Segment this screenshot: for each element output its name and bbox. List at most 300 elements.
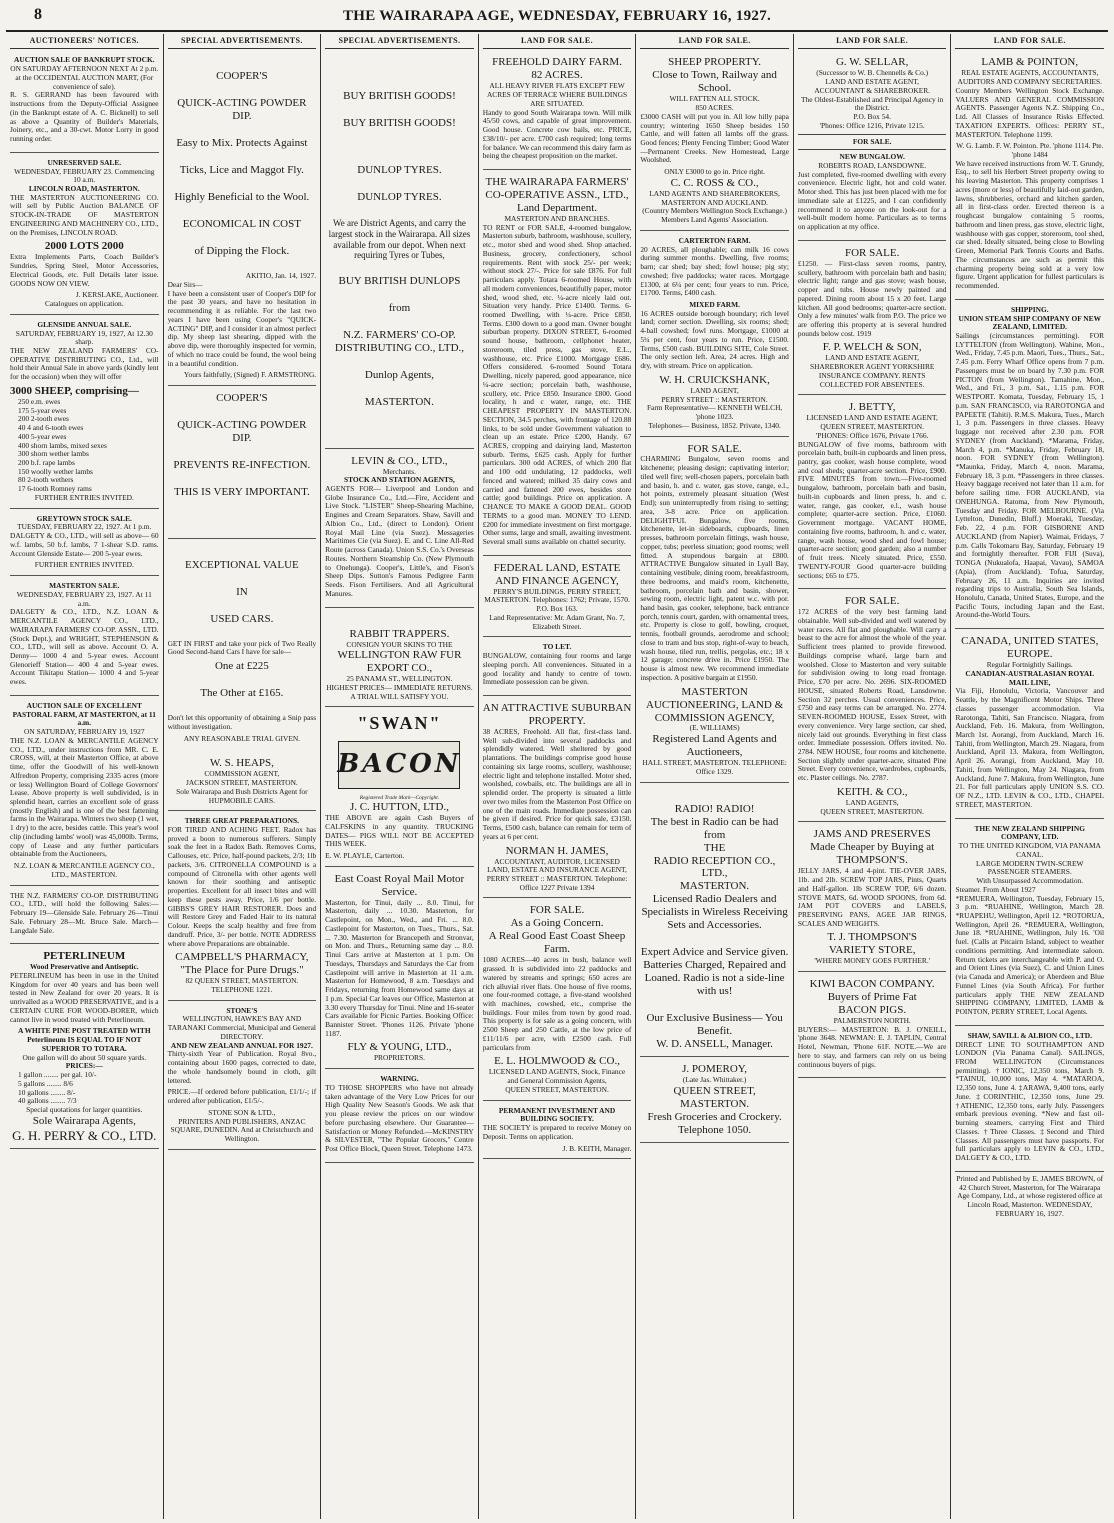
ad-mix: Easy to Mix. Protects Against: [176, 137, 308, 150]
ad-signature: J. B. KEITH, Manager.: [562, 1143, 632, 1153]
ad-title: J. BETTY,: [848, 401, 896, 414]
ad-role: LAND AND ESTATE AGENT,: [825, 77, 920, 87]
ad-box: P.O. Box 54.: [853, 112, 891, 122]
ad-body: THE ABOVE are again Cash Buyers of CALFSKINS in any quantity. TRUCKING DATES— PIGS WILL NOT BE ACCEPTED THIS WEEK.: [325, 813, 474, 849]
ad-close: Close to Town, Railway and School.: [652, 69, 777, 95]
column-special-2: [321, 34, 479, 1519]
ad-hutton: J. C. HUTTON, LTD.,: [349, 801, 449, 814]
ad-federal-land: [483, 559, 632, 638]
ad-prevents: PREVENTS RE-INFECTION.: [173, 458, 311, 471]
ad-date: WEDNESDAY, FEBRUARY 23. Commencing 10 a.m.: [14, 166, 155, 185]
ad-large: LARGE MODERN TWIN-SCREW PASSENGER STEAMERS.: [976, 858, 1084, 877]
ad-levin: [325, 452, 474, 608]
ad-tel: Telephones— Business, 1852. Private, 1340.: [648, 420, 781, 430]
ad-only: ONLY £3000 to go in. Price right.: [664, 167, 765, 177]
columns: [6, 34, 1108, 1519]
ad-rabbit-trappers: [325, 611, 474, 708]
ad-building-society: [483, 1104, 632, 1160]
ad-annual: AND NEW ZEALAND ANNUAL FOR 1927.: [170, 1040, 313, 1050]
ad-car-one: One at £225: [214, 660, 269, 673]
ad-going: As a Going Concern.: [510, 917, 604, 930]
ad-body: £1250. — First-class seven rooms, pantry, scullery, bathroom with porcelain bath and basin; electric light; range and gas stove; wash house, copper and tubs. House newly painted and papered. Dining room about 15 x 20 feet. Large kitchen. All good bedrooms; quarter-acre section. Only a few minutes' walk from P.O. The price we are offering this property at is several hundred pounds below cost. 1919: [797, 258, 947, 338]
ad-company: RADIO RECEPTION CO., LTD.,: [653, 854, 776, 880]
stock-list: [10, 398, 159, 494]
list-item: 1 gallon ........ per gal. 10/-: [18, 1070, 97, 1080]
ad-title: SHEEP PROPERTY.: [668, 56, 762, 69]
ad-cruickshank: W. H. CRUICKSHANK,: [659, 373, 770, 386]
ad-person: (E. WILLIAMS): [689, 723, 740, 733]
ad-title: FOR SALE.: [529, 904, 585, 917]
ad-nzf-sales: [10, 889, 159, 945]
ad-body: FOR TIRED AND ACHING FEET. Radox has proved a boon to numerous sufferers. Simply soak the feet in a Radox Bath. Removes Corns, Callouses, etc. Price, half-pound packets, 2/3; 1lb packets, 3/6. CITRONELLA COMPOUND is a compound of Citronella with other agents well known for their soothing and antiseptic properties. Excellent for all insect bites and will keep these pests away. Price, 1/6 per bottle. GIBBS'S GREY HAIR RESTORER. Does and will Restore Grey and Faded Hair to its natural Colour. Keeps the scalp healthy and free from dandruff. Price, 3/- per bottle. NOTE ADDRESS where above Preparations are obtainable.: [167, 825, 317, 948]
ad-title: RADIO! RADIO!: [674, 802, 755, 815]
ad-swan-bacon: [325, 710, 474, 866]
ad-mac: MASTERTON AUCTIONEERING, LAND & COMMISSION AGENCY,: [646, 685, 784, 724]
ad-role: Registered Land Agents and Auctioneers,: [652, 733, 777, 759]
ad-title: UNRESERVED SALE.: [47, 157, 122, 167]
ad-town: MASTERTON.: [364, 395, 434, 408]
ad-body: *REMUERA, Wellington, Tuesday, February 15, 3 p.m. *RUAHINE, Wellington, March 28. *RUAPEHU, Wellington, April 12. *ROTORUA, Wellington, April 26. *REMUERA, Wellington, June 18. *RUAHINE, Wellington, July 16. 'Oil fuel. (Calls at Pitcairn Island, subject to weather conditions permitting. And intermediate saloon. Return tickets are interchangeable with P. and O. and Orient Lines (via Suez), C. and Union Lines (via Canada and America); or Aberdeen and Blue Funnel Lines (via South Africa). For further particulars apply THE NEW ZEALAND SHIPPING COMPANY, LIMITED, LAMB & POINTON, PERRY STREET, Local Agents.: [955, 893, 1105, 1017]
ad-body: 20 ACRES, all ploughable; can milk 16 cows during summer months. Dwelling, five rooms; barn; car shed; bay shed; fowl house; pig sty; cowshed; five paddocks; water races. Mortgage £1300, at 6¼ per cent; four years to run. Price, £1700. Terms, £400 cash.: [640, 244, 789, 298]
letter-signature: Yours faithfully, (Signed) F. ARMSTRONG.: [183, 370, 317, 380]
list-item: 5 gallons ........ 8/6: [18, 1078, 73, 1088]
section-title: SHIPPING.: [1010, 304, 1049, 314]
ad-manager: W. D. ANSELL, Manager.: [656, 1038, 773, 1051]
ad-signature: J. KERSLAKE, Auctioneer.: [75, 290, 159, 300]
column-land-2: [636, 34, 794, 1519]
ad-title: East Coast Royal Mail Motor Service.: [334, 872, 465, 898]
ad-sellar: [798, 53, 947, 240]
ad-pine: A WHITE PINE POST TREATED WITH Peterlineum IS EQUAL TO IF NOT SUPERIOR TO TOTARA.: [17, 1026, 151, 1053]
list-item: 300 shorn wether lambs: [18, 449, 89, 459]
ad-suburban-property: [483, 699, 632, 898]
ad-items: Extra Implements Parts, Coach Builder's Sundries, Spring Steel, Motor Accessories, Electrical Goods, etc. Full Details later issue. GOODS NOW ON VIEW.: [10, 252, 159, 288]
ad-regular: Regular Fortnightly Sailings.: [986, 660, 1073, 670]
ad-body: THE SOCIETY is prepared to receive Money on Deposit. Terms on application.: [482, 1123, 632, 1141]
ad-perry: G. H. PERRY & CO., LTD.: [12, 1127, 157, 1143]
ad-masterton-sale: [10, 579, 159, 696]
ad-title: COOPER'S: [216, 70, 268, 83]
ad-addr: QUEEN STREET, MASTERTON.: [673, 1084, 756, 1110]
ad-dunlop-tyres: DUNLOP TYRES.: [357, 164, 442, 177]
column-header: LAND FOR SALE.: [955, 34, 1104, 49]
price-list: [10, 1071, 159, 1106]
ad-title: FOR SALE.: [687, 442, 742, 455]
ad-addr: QUEEN STREET, MASTERTON.: [505, 1084, 609, 1094]
ad-further: FURTHER ENTRIES INVITED.: [34, 560, 134, 570]
ad-addr: PERRY'S BUILDINGS, PERRY STREET, MASTERTON. Telephones: 1762; Private, 1570. P.O. Box 163.: [484, 586, 630, 614]
ad-signature: STONE SON & LTD.,: [208, 1107, 276, 1117]
ad-greytown-sale: [10, 512, 159, 576]
ad-oldest: The Oldest-Established and Principal Agency in the District.: [801, 94, 944, 113]
swan-bacon-logo: [338, 741, 460, 789]
ad-dunlop-agents: Dunlop Agents,: [364, 368, 434, 381]
column-land-1: [479, 34, 637, 1519]
ad-title: THE WAIRARAPA FARMERS' CO-OPERATIVE ASSN., LTD.,: [485, 175, 629, 201]
ad-coopers-dip-2: [168, 389, 317, 539]
ad-successor: (Successor to W. B. Chennells & Co.): [816, 68, 929, 78]
ad-title: CANADA, UNITED STATES, EUROPE.: [961, 635, 1099, 661]
ad-title: FOR SALE.: [844, 595, 900, 608]
ad-date: SATURDAY, FEBRUARY 19, 1927, At 12.30 sharp.: [15, 328, 153, 347]
ad-addr: 25 PANAMA ST., WELLINGTON.: [346, 674, 453, 684]
ad-company: WELLINGTON RAW FUR EXPORT CO.,: [337, 649, 462, 675]
ad-consign: CONSIGN YOUR SKINS TO THE: [346, 639, 453, 649]
ad-title: LAMB & POINTON,: [981, 56, 1079, 69]
masthead: [6, 0, 1108, 32]
ad-betty: [798, 398, 947, 589]
ad-title: THE NEW ZEALAND SHIPPING COMPANY, LTD.: [974, 823, 1086, 842]
ad-agents: Sole Wairarapa Agents,: [32, 1114, 136, 1127]
ad-title: AUCTION SALE OF EXCELLENT PASTORAL FARM, AT MASTERTON, at 11 a.m.: [12, 700, 156, 728]
ad-printers: PRINTERS AND PUBLISHERS, ANZAC SQUARE, DUNEDIN. And at Christchurch and Wellington.: [170, 1116, 314, 1143]
ad-heaps-body: Sole Wairarapa and Bush Districts Agent for HUPMOBILE CARS.: [176, 786, 308, 805]
newspaper-title: THE WAIRARAPA AGE, WEDNESDAY, FEBRUARY 16, 1927.: [342, 8, 772, 24]
list-item: 10 gallons ........ 8/-: [18, 1087, 76, 1097]
column-land-3: [794, 34, 952, 1519]
ad-where: 'WHERE MONEY GOES FURTHER.': [814, 956, 931, 966]
ad-acres: 82 ACRES.: [531, 69, 583, 82]
ad-to-let: [483, 640, 632, 696]
ad-slogan: "The Place for Pure Drugs.": [180, 964, 304, 977]
ad-buyers: Buyers of Prime Fat: [827, 991, 917, 1004]
ad-listing: We have received instructions from W. T. Grundy, Esq., to sell his Herbert Street property owing to his leaving Masterton. This property comprises 1 acres (more or less) of beautifully laid-out garden, lawns, shrubberies, orchard and kitchen garden, all in first-class order. Erected thereon is a roughcast bungalow containing 5 rooms, bathroom and linen press, gas stove, electric light, washhouse with gas copper, storeroom, tool shed, car shed. Ideally situated, being close to Bowling Green, Memorial Park Tennis Courts and Baths. The circumstances are such as permit this charming property being sold at a very low figure. Urgent application for fullest particulars is recommended.: [955, 158, 1105, 291]
ad-body: 172 ACRES of the very best farming land obtainable. Well sub-divided and well watered by water races. All flat and ploughable. Will carry a beast to the acre for almost the whole of the year. Sufficient trees planted to provide firewood. Buildings comprise wharé, large barn and woolshed. Close to Masterton and very suitable for subdivision owing to long road frontage. Price, £70 per acre. No. 2696. SIX-ROOMED HOUSE, situated Roberts Road, Lansdowne. Section 32 perches. Usual conveniences. Price, £750 and easy terms can be arranged. No. 2774. SEVEN-ROOMED HOUSE, Essex Street, with every convenience. Very large section, car shed, nicely laid out grounds. Everything in first class order. Immediate possession. Offers invited. No. 2784. NEW HOUSE, four rooms and kitchenette. Section slightly under quarter-acre, situated Pine Street. Every convenience, wardrobes, cupboards, etc. Plaster ceilings. No. 2787.: [797, 607, 947, 783]
ad-addr: 82 QUEEN STREET, MASTERTON. TELEPHONE 1221.: [185, 976, 299, 994]
list-item: 400 5-year ewes: [18, 431, 67, 441]
ad-mixed-title: MIXED FARM.: [689, 300, 740, 309]
ad-pastoral-farm: [10, 699, 159, 886]
ad-route: TO THE UNITED KINGDOM, VIA PANAMA CANAL.: [958, 841, 1101, 859]
ad-union-steam: UNION STEAM SHIP COMPANY OF NEW ZEALAND, LIMITED.: [958, 313, 1101, 332]
ad-body: THE MASTERTON AUCTIONEERING CO. will sell by Public Auction BALANCE OF STOCK-IN-TRADE OF MASTERTON ENGINEERING AND MACHINERY CO., LTD., on the Premises, LINCOLN ROAD.: [10, 192, 159, 237]
ad-product: QUICK-ACTING POWDER DIP.: [177, 418, 307, 444]
ad-coopers-dip: [168, 53, 317, 386]
page-number: 8: [34, 6, 42, 23]
list-item: 175 5-year ewes: [18, 405, 67, 415]
ad-wool: Highly Beneficial to the Wool.: [174, 191, 310, 204]
column-header: AUCTIONEERS' NOTICES.: [10, 34, 159, 49]
ad-role: REAL ESTATE AGENTS, ACCOUNTANTS, AUDITORS AND COMPANY SECRETARIES.: [957, 68, 1103, 87]
ad-title: J. POMEROY,: [682, 1063, 748, 1076]
ad-holmwood: E. L. HOLMWOOD & CO.,: [494, 1055, 620, 1068]
ad-body: THE NEW ZEALAND FARMERS' CO-OPERATIVE DISTRIBUTING CO., Ltd., will hold their Annual Sale in above yards (kindly lent for the occasion) when they will offer: [10, 345, 159, 382]
column-header: LAND FOR SALE.: [640, 34, 789, 49]
logo-text: BACON: [337, 749, 462, 780]
ad-kiwi-bacon: [798, 975, 947, 1078]
imprint: Printed and Published by E. JAMES BROWN, of 42 Church Street, Masterton, for The Wairarapa Age Company, Ltd., at whose registered office at Lincoln Road, Masterton. WEDNESDAY, FEBRUARY 16, 1927.: [956, 1173, 1104, 1218]
ad-title: EXCEPTIONAL VALUE: [184, 558, 299, 571]
ad-mixed-body: 16 ACRES outside borough boundary; rich level land; corner section. Dwelling, six rooms; shed; 4-ball cowshed; fowl runs. Mortgage, £1000 at 5¼ per cent, four years to run. Price, £1500. Terms, £500 cash. BUILDING SITE, Cole Street. The only section left. Area, 24 acres. High and dry, with stream. Price on application.: [640, 308, 789, 371]
ad-title: PETERLINEUM: [43, 950, 126, 963]
ad-goods: Fresh Groceries and Crockery.: [647, 1110, 782, 1123]
column-land-4: [951, 34, 1108, 1519]
ad-for-sale-bungalows: [640, 440, 789, 783]
ad-buy-british-2: BUY BRITISH GOODS!: [343, 117, 456, 130]
ad-peterlineum: [10, 947, 159, 1149]
ad-place: at the OCCIDENTAL AUCTION MART, (For convenience of sale).: [15, 72, 154, 91]
letter-body: I have been a consistent user of Cooper's DIP for the past 30 years, and have no hesitation in recommending it as reliable. For the last two years I have been using Cooper's "QUICK-ACTING" DIP, and I consider it an almost perfect dip. My sheep last shearing, dipped with the above dip, were thoroughly inspected for vermin, of which no trace could be found, the wool being in a beautiful condition.: [167, 288, 317, 368]
ad-role: LICENSED LAND AGENTS, Stock, Finance and General Commission Agents,: [488, 1067, 626, 1086]
ad-pigs: BACON PIGS.: [838, 1004, 907, 1017]
ad-best: The best in Radio can be had from: [650, 815, 779, 841]
ad-date: ON SATURDAY AFTERNOON NEXT At 2 p.m.: [10, 64, 159, 74]
column-header: SPECIAL ADVERTISEMENTS.: [325, 34, 474, 49]
ad-wairarapa-farmers: [483, 173, 632, 556]
ad-date: WEDNESDAY, FEBRUARY 23, 1927. At 11 a.m.: [16, 589, 152, 608]
ad-addr: MASTERTON AND AUCKLAND.: [661, 197, 768, 207]
ad-bankrupt-stock: [10, 53, 159, 152]
ad-farm: A Real Good East Coast Sheep Farm.: [488, 930, 626, 956]
ad-trial: A TRIAL WILL SATISFY YOU.: [350, 691, 449, 701]
ad-body: DIRECT LINE TO SOUTHAMPTON AND LONDON (Via Panama Canal). SAILINGS, FROM WELLINGTON (Circumstances permitting). †IONIC, 12,350 tons, March 9. *TAINUI, 10,000 tons, May 4. *MATAROA, 12,350 tons, June 4. ‡ARAWA, 9,400 tons, early June. ‡CORINTHIC, 12,350 tons, June 29. †ATHENIC, 12,350 tons, early July. Passengers embark previous evening. *New and fast oil-burning steamers, carrying First and Third Classes. †Three Classes. ‡Second and Third Classes. All passengers must have passports. For full particulars apply to LEVIN & CO., LTD., DALGETY & CO., LTD.: [955, 1039, 1105, 1163]
ad-licensed: Licensed Radio Dealers and Specialists in Wireless Receiving Sets and Accessories.: [641, 893, 788, 932]
ad-signature: N.Z. LOAN & MERCANTILE AGENCY CO., LTD., MASTERTON.: [13, 861, 155, 879]
ad-canada: [955, 632, 1104, 818]
ad-role: LAND AGENTS AND SHAREBROKERS,: [649, 188, 780, 198]
ad-product: QUICK-ACTING POWDER DIP.: [177, 97, 307, 123]
ad-date: TUESDAY, FEBRUARY 22, 1927. At 1 p.m.: [17, 522, 152, 532]
ad-title: RABBIT TRAPPERS.: [349, 627, 450, 640]
ad-body: THE N.Z. FARMERS' CO-OP. DISTRIBUTING CO., LTD., will hold the following Sales:— February 19—Glenside Sale. February 26—Tinui Sale. February 28—Mt. Bruce Sale. March—Langdale Sale.: [10, 890, 159, 935]
ad-ticks: Ticks, Lice and Maggot Fly.: [179, 164, 304, 177]
ad-warning: [325, 1072, 474, 1163]
ad-east-coast-mail: [325, 870, 474, 1069]
ad-title: FREEHOLD DAIRY FARM.: [492, 56, 622, 69]
ad-title: PERMANENT INVESTMENT AND BUILDING SOCIETY.: [498, 1105, 616, 1124]
prices-title: PRICES:—: [65, 1061, 103, 1071]
ad-body: We are District Agents, and carry the largest stock in the Wairarapa. All sizes available from our depot. When next requiring Tyres or Tubes,: [328, 218, 471, 261]
ad-lamb-pointon: [955, 53, 1104, 299]
ad-sheep: 3000 SHEEP, comprising—: [10, 384, 139, 397]
ad-town: PALMERSTON NORTH.: [833, 1016, 911, 1026]
ad-role: LAND AGENT,: [690, 385, 739, 395]
ad-title: FOR SALE.: [844, 246, 900, 259]
ad-buy-dunlops: BUY BRITISH DUNLOPS: [338, 274, 461, 287]
list-item: 150 woolly wether lambs: [18, 466, 93, 476]
ad-subtitle: Wood Preservative and Antiseptic.: [29, 962, 139, 972]
ad-phones: 'PHONES: Office 1676, Private 1766.: [815, 430, 929, 440]
ad-body: JELLY JARS, 4 and 4-pint. TIE-OVER JARS, 1lb. and 2lb. SCREW TOP JARS, Pints, Quarts and Half-gallon. 1lb SCREW TOP, 6/6 dozen. STOVE MATS, 6d. WOOD SPOONS, from 6d. JAM POT COVERS and LABELS, PRESERVING PANS, AGEE JAR RINGS, SCALES AND WEIGHTS.: [797, 866, 947, 928]
ad-nzf: N.Z. FARMERS' CO-OP. DISTRIBUTING CO., LTD.,: [334, 328, 465, 354]
column-header: LAND FOR SALE.: [483, 34, 632, 49]
ad-title: LEVIN & CO., LTD.,: [351, 454, 448, 467]
ad-used-cars: [168, 542, 317, 811]
ad-body: AGENTS FOR— Liverpool and London and Globe Insurance Co., Ltd.—Fire, Accident and Live Stock. "LISTER" Sheep-Shearing Machine, Engines and Cream Separators. Shaw, Savill and Albion Co., Ltd., (direct to London). Orient Royal Mail Line (via Suez). Messageries Maritimes Cie (via Suez). E. and C. Line All-Red Route (across Canada). Union S.S. Co.'s Overseas Routes. Northern Steamship Co. (New Plymouth to Onehunga). Cooper's, Little's, and Fison's Sheep Dips. Sutton's Famous Pedigree Farm Seeds. Fison Fertilisers. And all Agricultural Manures.: [325, 484, 474, 598]
ad-body: Country Members Wellington Stock Exchange. VALUERS AND GENERAL COMMISSION AGENTS. Passenger Agents N.Z. Shipping Co., Ltd. All Classes of Insurance Risks Effected. TAXATION EXPERTS. Offices: PERRY ST., MASTERTON. Telephone 1199.: [955, 85, 1105, 139]
ad-addr: PERRY STREET :: MASTERTON. Telephone: Office 1227 Private 1394: [486, 874, 628, 892]
ad-role: ACCOUNTANT, AUDITOR, LICENSED LAND, ESTATE AND INSURANCE AGENT,: [487, 856, 627, 875]
ad-title: GREYTOWN STOCK SALE.: [36, 513, 132, 523]
ad-service: Our Exclusive Business— You Benefit.: [646, 1012, 783, 1038]
letter-salute: Dear Sirs—: [167, 279, 203, 289]
ad-welch: F. P. WELCH & SON,: [822, 341, 922, 354]
ad-acres: 850 ACRES.: [695, 103, 734, 113]
ad-body: CHARMING Bungalow, seven rooms and kitchenette; pleasing design; captivating interior; tiled well fire; well-chosen papers, porcelain bath and basin, h. and c. water, gas stove, range, e.l., hot points, extremely pleasant situation (West End); sun uninterruptedly from rising to setting; area, 3-8 acre. Price on application. DELIGHTFUL Bungalow, five rooms, kitchenette, let-in sideboards, cupboards, linen presses, bathroom porcelain fittings, wash house, copper, tubs; peerless situation; good rooms; well fitted. A stupendous bargain at £800. ATTRACTIVE Bungalow situated in Lyall Bay, containing vestibule, dining room, breakfastroom, three bedrooms, and maid's room, kitchenette, bathroom, porcelain bath and basin, shower, sewing room, electric light, patent w.c. with por. hand basin, gas cooker, telephone, back entrance porch, tennis court, garden, with ornamental trees, etc. Property is close to golf, bowling, croquet, tennis, football grounds, aerodrome and school; close to tram and bus stop, right-of-way to beach, wash house, tiled run, trellis, pergolas, etc.; 18 x 12 garage; concrete drive in. Price £1950. The house is almost new. We recommend immediate inspection. A positive bargain at £1950.: [640, 454, 789, 682]
ad-body: BUNGALOW of five rooms, bathroom with porcelain bath, built-in cupboards and linen press, pantry, gas cooker, wash house complete, wood and coal sheds; quarter-acre section. Price, £900. FIVE MINUTES from town.—Five-roomed bungalow, bathroom, porcelain bath and basin, built-in cupboards and linen press, h. and c. water, range, gas cooker, e.l., wash house complete; quarter-acre section. Price, £1060. Government mortgage. VACANT HOME, containing five rooms, bathroom, h. and c. water, range, wash house, wood shed and fowl house; quarter-acre section; good garden; also a number of fruit trees. Nicely situated. Price, £550. TWENTY-FOUR Good quarter-acre building sections; £65 to £75.: [797, 439, 947, 580]
ad-branch: MASTERTON AND BRANCHES.: [504, 213, 610, 223]
ad-role: Merchants.: [382, 466, 416, 476]
column-auctioneers: [6, 34, 164, 1519]
ad-stones-directory: [168, 1004, 317, 1150]
ad-freehold-dairy: [483, 53, 632, 170]
ad-rep: Farm Representative— KENNETH WELCH, 'phone 1023.: [646, 403, 783, 422]
ad-special: Special quotations for larger quantities.: [26, 1104, 143, 1114]
ad-canadian-line: CANADIAN-AUSTRALASIAN ROYAL MAIL LINE,: [965, 668, 1095, 687]
ad-ross: C. C. ROSS & CO.,: [670, 176, 759, 189]
list-item: 200 2-tooth ewes: [18, 414, 69, 424]
list-item: 250 e.m. ewes: [18, 396, 61, 406]
ad-prices: HIGHEST PRICES— IMMEDIATE RETURNS.: [326, 682, 473, 692]
ad-in: IN: [236, 585, 248, 598]
ad-title: AN ATTRACTIVE SUBURBAN PROPERTY.: [482, 702, 632, 728]
ad-catalogues: Catalogues on application.: [44, 299, 124, 309]
ad-body: Via Fiji, Honolulu, Victoria, Vancouver and Seattle, by the Magnificent Motor Ships. Three classes passenger accommodation. Via Rarotonga, Tahiti, San Francisco. Niagara, from Auckland, Feb. 16. Makura, from Wellington, March 1st. Aorangi, from Auckland, March 16. Tahiti, from Wellington, March 29. Niagara, from Auckland, April 13. Makura, from Wellington, April 26. Aorangi, from Auckland, May 10. Tahiti, from Wellington, May 24. Niagara, from Auckland, June 7. Makura, from Wellington, June 21. For full particulars apply UNION S.S. CO. OF N.Z., LTD. LEVIN & CO., LTD., CHAPEL STREET, MASTERTON.: [955, 686, 1105, 809]
swan-word: "SWAN": [357, 713, 442, 734]
ad-campbell: CAMPBELL'S PHARMACY,: [175, 951, 309, 964]
ad-body: BUNGALOW, containing four rooms and large sleeping porch. All conveniences. Situated in a good locality and handy to centre of town. Immediate possession can be given.: [482, 651, 632, 687]
ad-sub: Made Cheaper by Buying at THOMPSON'S.: [810, 841, 935, 867]
ad-title: THREE GREAT PREPARATIONS.: [184, 816, 299, 826]
ad-new-bungalow: NEW BUNGALOW.: [839, 152, 905, 162]
ad-title: COOPER'S: [216, 392, 268, 404]
ad-title: KIWI BACON COMPANY.: [809, 978, 935, 991]
ad-signature: E. W. PLAYLE, Carterton.: [325, 851, 405, 861]
ad-economical: ECONOMICAL IN COST: [182, 218, 301, 231]
column-header: SPECIAL ADVERTISEMENTS.: [168, 34, 317, 49]
ad-used: USED CARS.: [210, 612, 274, 625]
column-header: LAND FOR SALE.: [798, 34, 947, 49]
ad-carterton-farm: [640, 234, 789, 437]
ad-title: MASTERTON SALE.: [49, 581, 120, 591]
ad-jams: [798, 825, 947, 972]
ad-note: (Country Members Wellington Stock Exchange.): [642, 206, 787, 216]
ad-sheep-property: [640, 53, 789, 230]
ad-norman-james: NORMAN H. JAMES,: [505, 844, 609, 857]
table-header: Steamer. From About 1927: [955, 884, 1036, 894]
ad-body: GET IN FIRST and take your pick of Two Really Good Second-hand Cars I have for sale—: [167, 638, 317, 657]
ad-role: LAND AND ESTATE AGENT, SHAREBROKER AGENT YORKSHIRE INSURANCE COMPANY. RENTS COLLECTED FOR ABSENTEES.: [809, 353, 935, 389]
ad-further: FURTHER ENTRIES INVITED.: [34, 492, 134, 502]
ad-body: Masterton, for Tinui, daily ... 8.0. Tinui, for Masterton, daily ... 10.30. Masterton, for Castlepoint, on Mon., Wed., and Fri. ... 8.0. Castlepoint for Masterton, on Tues., Thurs., Sat. ... 7.30. Masterton for Brancepeth and Stronvar, on Mon. and Thurs., Returning same day ... 8.0. Tinui Cars arrive at Masterton at 1 p.m. On Tuesdays, Thursdays and Saturdays the Car from Castlepoint will arrive in Masterton at 11 a.m. Masterton for Homewood, 8 a.m. Tuesdays and Fridays, returning from Homewood same days at 1 p.m. Special Car leaves our Office, Masterton at 3.30 every Thursday for Tinui. Nine and 16-seater Cars available for Picnic Parties. Booking Office: Bannister Street. 'Phones 1126. Private 'phone 1187.: [325, 897, 474, 1038]
ad-pomeroy: [640, 1060, 789, 1143]
ad-price: PRICE.—If ordered before publication, £1/1/-; if ordered after publication, £1/5/-.: [167, 1087, 317, 1106]
ad-partners: W. G. Lamb. F. W. Pointon. Pte. 'phone 1114. Pte. 'phone 1484: [956, 141, 1104, 160]
ad-car-other: The Other at £165.: [200, 687, 284, 700]
ad-radio: [640, 786, 789, 1057]
ad-tel: Telephone 1050.: [678, 1123, 752, 1136]
ad-addr: HALL STREET, MASTERTON. TELEPHONE: Office 1329.: [642, 758, 787, 776]
ad-title: JAMS AND PRESERVES: [813, 828, 931, 841]
ad-title: TO LET.: [542, 642, 572, 652]
ad-dunlop-tyres-2: DUNLOP TYRES.: [357, 191, 442, 204]
ad-title: AUCTION SALE OF BANKRUPT STOCK.: [14, 55, 155, 65]
ad-for-sale-keith: [798, 592, 947, 822]
ad-thompson: T. J. THOMPSON'S: [827, 931, 917, 944]
ad-proprietors: PROPRIETORS.: [373, 1053, 425, 1063]
ad-late: (Late Jas. Whittaker.): [682, 1075, 747, 1085]
ad-addr: QUEEN STREET, MASTERTON.: [820, 806, 924, 816]
ad-flats: ALL HEAVY RIVER FLATS EXCEPT FEW ACRES OF TERRACE WHERE BUILDINGS ARE SITUATED.: [486, 81, 628, 108]
ad-body: £3000 CASH will put you in. All low hilly papa country; wintering 1650 Sheep besides 150 Cattle, and will fatten all lambs off the grass. Good fences; Plenty Fencing Timber; Good Water—Permanent Creeks. New Homestead, Large Woolshed.: [640, 111, 789, 165]
ad-phones: 'Phones: Office 1216, Private 1215.: [819, 120, 925, 130]
ad-body: 1080 ACRES—40 acres in bush, balance well grassed. It is subdivided into 22 paddocks and watered by streams and springs; 650 acres are rich alluvial river flats. One house of five rooms, one four-roomed cottage, a five-stand woolshed with machines, cowshed, etc., comprise the buildings. Four miles from town by good road. This property is for sale as a going concern, with 2500 Sheep and 250 Cattle, at the low price of £11/11/6 per acre, with £2500 cash. Full particulars from: [482, 955, 632, 1052]
ad-body: DALGETY & CO., LTD., N.Z. LOAN & MERCANTILE AGENCY CO., LTD., WAIRARAPA FARMERS' CO-OP. ASSN., LTD. (Stock Dept.), and WRIGHT, STEPHENSON & CO., LTD., will sell as above. Account O. A. Denny— 1000 4 and 5-year ewes. Account Glenorieff Station— 400 4 and 5-year ewes. Account Tikitapu Station— 1000 4 and 5-year ewes.: [10, 607, 159, 687]
ad-body: WELLINGTON, HAWKE'S BAY AND TARANAKI Commercial, Municipal and General DIRECTORY.: [167, 1014, 316, 1041]
ad-title: G. W. SELLAR,: [835, 56, 909, 69]
ad-body: TO RENT or FOR SALE, 4-roomed bungalow, Masterton suburb, bathroom, washhouse, scullery, etc., motor shed and wood shed. Shop attached. Business, grocery, confectionery, school requirements. Rent with stock 25/- per week; without stock 27/-. Price for sale £876. For full particulars apply. Totara 6-roomed House, with all modern conveniences, beautifully paper, motor shed, wood shed, etc. ¼-acre nicely laid out. Situation very handy. Price £1400. Terms. 6-roomed Dwelling, with ¼-acre. Price £850. Terms. £300 down to a good man. Owner bought suburban property. DIXON STREET, 6-roomed sound house, bathroom, cellphonet heater, storeroom, tiled press, gas stove, E.L., washhouse, etc. Price £1000. Mortgage £686. Offers considered. 6-roomed Sound Totara Dwelling, nicely papered, good appearance, nice ¼-acre section; porcelain bath, washhouse, scullery, etc. Price £850. Insurance £800. Good locality, h and c water, range, etc. THE CHEAPEST PROPERTY IN MASTERTON. SECTION, 34.5 perches, with frontage of 120.88 links, to be sold under Government valuation to clean up an estate. Price £200, Handy. 67 ACRES, cropping and dairying land, Masterton suburb. Terms, £625 cash. Apply for further particulars. 300 odd ACRES, of which 200 flat and 100 odd undulating, 12 paddocks, well fenced and watered; milked 35 dairy cows and carried and fattened 200 ewes, besides store cattle; good buildings. Price on application. A CHANCE TO MAKE A GOOD DEAL. GOOD TERMS to a good man. MONEY TO LEND. £200 for immediate investment on first mortgage. Other sums, large and small, awaiting investment. Several small sums available on chattel security.: [482, 222, 632, 547]
ad-note: Don't let this opportunity of obtaining a Snip pass without investigation.: [167, 713, 317, 731]
ad-for-sale-welch: [798, 244, 947, 395]
list-item: 17 6-tooth Romney rams: [18, 484, 92, 494]
ad-title: SHAW, SAVILL & ALBION CO., LTD.: [967, 1030, 1092, 1040]
ad-fatten: WILL FATTEN ALL STOCK.: [669, 94, 760, 104]
ad-addr: ROBERTS ROAD, LANSDOWNE.: [818, 161, 927, 171]
ad-buy-british: BUY BRITISH GOODS!: [343, 90, 456, 103]
logo-caption: Registered Trade Mark—Copyright.: [359, 794, 440, 801]
ad-role: LICENSED LAND AND ESTATE AGENT,: [806, 413, 938, 423]
ad-heaps-role: COMMISSION AGENT,: [204, 769, 280, 779]
ad-heaps-addr: JACKSON STREET, MASTERTON.: [185, 778, 298, 788]
ad-accom: With Unsurpassed Accommodation.: [976, 876, 1084, 886]
ad-title: WARNING.: [380, 1074, 419, 1084]
ad-shaw-savill: [955, 1029, 1104, 1172]
ad-body: Just completed, five-roomed dwelling with every convenience. Electric light, hot and cold water. Motor shed. This has just been placed with me for immediate sale at £1225, and I can confidently recommend it to anyone on the look-out for a well-built modern home. Particulars as to terms on application at my office.: [797, 169, 947, 232]
ad-body: DALGETY & CO., LTD., will sell as above— 60 w.f. lambs, 50 b.f. lambs, 7 1-shear S.D. rams. Account Glenside Estate— 200 5-year ewes.: [10, 531, 159, 558]
ad-body: Sailings (circumstances permitting). FOR LYTTELTON (from Wellington). Wahine, Mon., Wed., Friday, 7.45 p.m. Maori, Tues., Thurs., Sat., 7.45 p.m. Ferry Wharf Office opens from 7 p.m. Passengers must be on board by 7.30 p.m. FOR PICTON (from Wellington). Tamahine, Mon., Wed., and Fri., 3 p.m. Sat., 1.15 p.m. FOR WESTPORT. Komata, Tuesday, February 15, 1 p.m. SAN FRANCISCO, via RAROTONGA and PAPEETE (Tahiti). R.M.S. Makura, Tues., March 1, 3 p.m. Passengers in three classes. Heavy luggage not received after 2.30 p.m. FOR SYDNEY (from Auckland). *Marama, Friday, March 4, p.m. *Manuka, Friday, February 18, noon. FOR SYDNEY (from Wellington). *Maunka, Friday, March 4, noon. Marama, February 18, 3 p.m. *Passengers in three classes. Heavy baggage received not later than 11 a.m. for before sailing time. FOR AUCKLAND, via ONEHUNGA. Ratoma, from New Plymouth, Tuesday and Friday. FOR MELBOURNE. (Via Lyttelton, Dunedin, Bluff.) Moeraki, Tuesday, Feb. 22, 4 p.m. FOR GISBORNE AND AUCKLAND (from Napier). Waimai, Fridays, 7 p.m. Calls Tokomaru Bay, Saturday, February 19 and fortnightly thereafter. FOR FIJI (Suva), TONGA (Nukualofa, Haapai, Vavau), SAMOA (Apia), (from Auckland). Tofua, Saturday, February 26, 11 a.m. Inquiries are invited regarding trips to Australia, South Sea Islands, Honolulu, Canada, United States, Europe, and the Pacific Tours, including Japan and the East, Around-the-World Tours.: [955, 330, 1105, 620]
ad-title: GLENSIDE ANNUAL SALE.: [37, 319, 132, 329]
ad-place: LINCOLN ROAD, MASTERTON.: [28, 183, 140, 193]
ad-addr: PERRY STREET :: MASTERTON.: [661, 394, 768, 404]
ad-body: TO THOSE SHOPPERS who have not already taken advantage of the Very Low Prices for our High Quality New Season's Goods. We ask that you please review the prices on our window before purchasing elsewhere. Our Guarantee—Satisfaction or Money Refunded.—McKINSTRY & SILVESTER, "The Popular Grocers," Centre Post Office Block, Queen Street. Telephone 1473.: [325, 1082, 474, 1154]
ad-body: Handy to good South Wairarapa town. Will milk 45/50 cows, and capable of great improvement. Good house. Concrete cow bails, etc. PRICE, £38/10/- per acre. £700 cash required; long terms for balance. We can recommend this dairy farm as being the cheapest proposition on the market.: [482, 107, 632, 161]
ad-expert: Expert Advice and Service given. Batteries Charged, Repaired and Loaned. Radio is not a side-line with us!: [640, 946, 789, 998]
ad-nz-shipping: [955, 822, 1104, 1026]
ad-flock: of Dipping the Flock.: [194, 245, 290, 258]
list-item: 40 4 and 6-tooth ewes: [18, 423, 84, 433]
ad-from: from: [388, 301, 411, 314]
ad-heaps-name: W. S. HEAPS,: [209, 757, 274, 770]
ad-unreserved-sale: [10, 156, 159, 315]
ad-three-preparations: [168, 814, 317, 1000]
ad-body: BUYERS:— MASTERTON: B. J. O'NEILL, 'phone 3648. NEWMAN: E. J. TAPLIN, Central Hotel, Newman, 'Phone 61F. NOTE.—We are here to stay, and farmers can rely on us being continuous buyers of pigs.: [797, 1024, 947, 1069]
ad-detail: Thirty-sixth Year of Publication. Royal 8vo., containing about 1600 pages, corrected to date, the whole handsomely bound in cloth, gilt lettered.: [167, 1049, 317, 1085]
ad-the: THE: [703, 841, 726, 854]
ad-body: PETERLINEUM has been in use in the United Kingdom for over 40 years and has been well tested in New Zealand for over 20 years. It is unrivalled as a WOOD PRESERVATIVE, and is a CERTAIN CURE FOR WOOD-BORER, which cannot live in wood treated with Peterlineum.: [10, 970, 159, 1024]
ad-body: THE N.Z. LOAN & MERCANTILE AGENCY CO., LTD., under instructions from MR. C. E. CROSS, will, at their Masterton Office, at above time, offer the Goodwill of his well-known Alfredton Property, comprising 2335 acres (more or less) Wellington Board of College Governors' Lease. Above property is well subdivided, is in splendid heart, carries an excellent sole of grass (mostly English) and is one of the best fattening farms in the Wairarapa. Winters two sheep (1 wet, 1 dry) to the acre, besides cattle. This year's wool clip (including lambs' wool) was 45,000lb. Terms, copy of Lease and any further particulars obtainable from the Auctioneers,: [10, 735, 159, 859]
ad-lots: 2000 LOTS 2000: [44, 240, 124, 253]
ad-keith: KEITH. & CO.,: [836, 785, 908, 798]
ad-fly-young: FLY & YOUNG, LTD.,: [347, 1041, 452, 1054]
ad-store: VARIETY STORE,: [828, 944, 916, 957]
ad-title: CARTERTON FARM.: [678, 235, 751, 245]
list-item: 200 b.f. rape lambs: [18, 458, 75, 468]
ad-members: Members Land Agents' Association.: [661, 215, 769, 225]
ad-body: 38 ACRES, Freehold. All flat, first-class land. Well sub-divided into several paddocks and splendidly watered. Well sheltered by good plantations. The buildings comprise good house containing six large rooms, scullery, washhouse; electric light and telephone installed. Motor shed, woolshed, cowbails, etc. The buildings are all in splendid order. The property is situated a little over two miles from the Masterton Post Office on one of the main roads. Immediate possession can be given if desired. Price for quick sale, £3150. Terms, £500 cash, balance can remain for term of years at 6 per cent.: [482, 727, 632, 841]
list-item: 80 2-tooth wethers: [18, 475, 74, 485]
ad-rep: Land Representative: Mr. Adam Grant, No. 7, Elizabeth Street.: [489, 612, 625, 631]
ad-for-sale: FOR SALE.: [852, 136, 892, 146]
ad-title: STONE'S: [226, 1005, 258, 1015]
ad-role: LAND AGENTS,: [845, 797, 899, 807]
ad-dunlop: [325, 53, 474, 448]
ad-addr: QUEEN STREET, MASTERTON.: [820, 422, 924, 432]
letter-place: AKITIO, Jan. 14, 1927.: [245, 271, 317, 281]
ad-date: ON SATURDAY, FEBRUARY 19, 1927: [24, 727, 145, 737]
ad-body: R. S. GERRAND has been favoured with instructions from the Deputy-Official Assignee (in the Bankrupt estate of A. C. Bicknell) to sell as above a Quantity of Builder's Materials, Joinery, etc., and a 30-cwt. Motor Lorry in good running order.: [10, 90, 159, 144]
column-special-1: [164, 34, 322, 1519]
ad-town: MASTERTON.: [680, 880, 750, 893]
